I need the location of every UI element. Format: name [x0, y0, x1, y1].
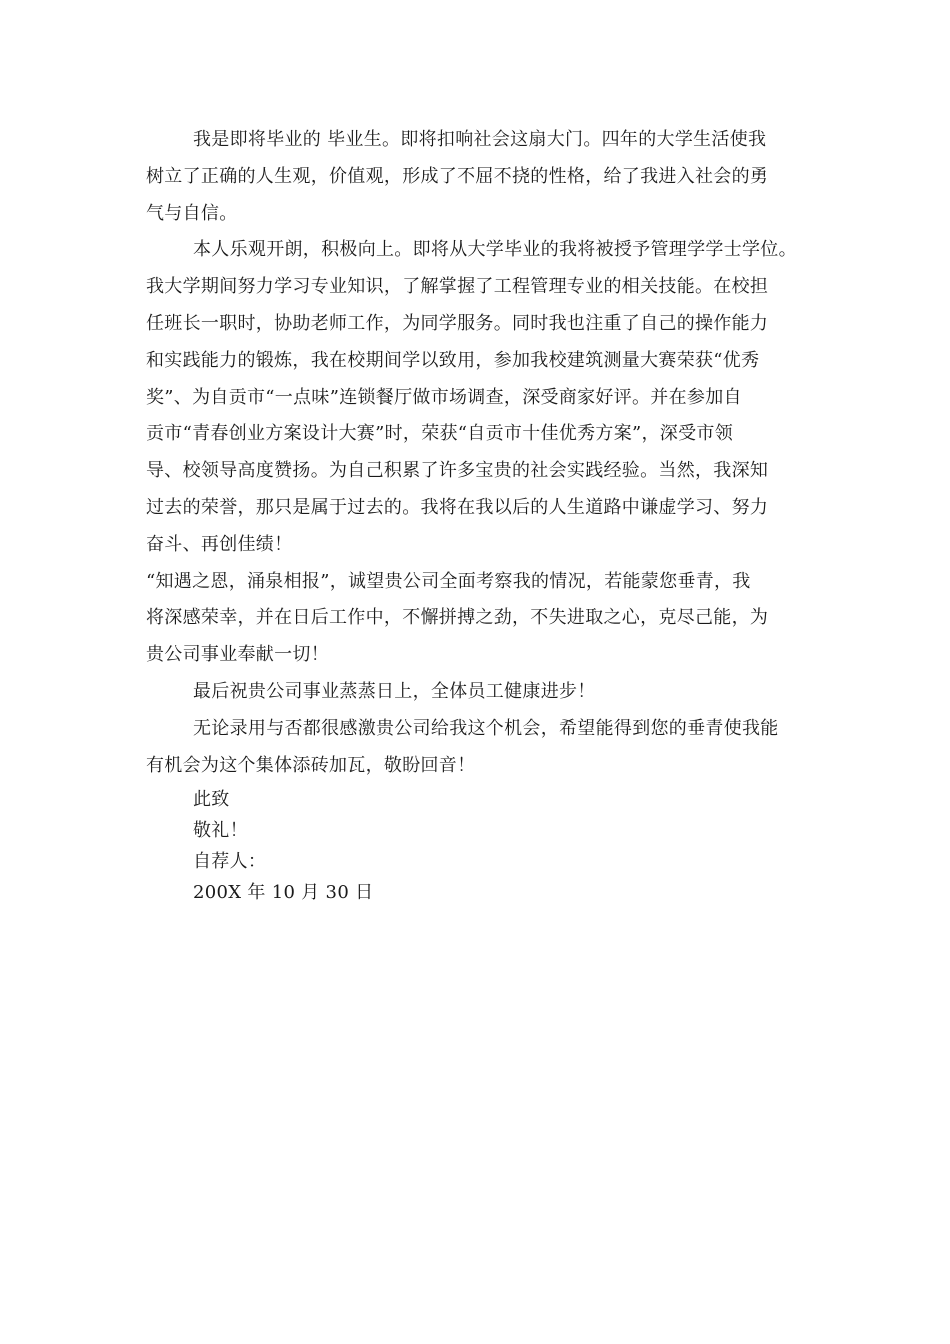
paragraph-experience-line-4: 和实践能力的锻炼，我在校期间学以致用，参加我校建筑测量大赛荣获“优秀: [146, 349, 760, 371]
paragraph-gratitude-line-1: “知遇之恩，涌泉相报”，诚望贵公司全面考察我的情况，若能蒙您垂青，我: [146, 570, 751, 592]
paragraph-gratitude-line-3: 贵公司事业奉献一切！: [146, 644, 329, 666]
paragraph-experience-line-7: 导、校领导高度赞扬。为自己积累了许多宝贵的社会实践经验。当然，我深知: [146, 460, 769, 482]
paragraph-intro-line-2: 树立了正确的人生观，价值观，形成了不屈不挠的性格，给了我进入社会的勇: [146, 165, 769, 187]
letter-date: 200X 年 10 月 30 日: [193, 882, 374, 904]
signature-label: 自荐人：: [193, 851, 267, 873]
paragraph-intro-line-3: 气与自信。: [146, 202, 238, 224]
paragraph-wishes-line: 最后祝贵公司事业蒸蒸日上，全体员工健康进步！: [193, 680, 596, 702]
paragraph-experience-line-2: 我大学期间努力学习专业知识，了解掌握了工程管理专业的相关技能。在校担: [146, 276, 769, 298]
paragraph-closing-line-2: 有机会为这个集体添砖加瓦，敬盼回音！: [146, 754, 476, 776]
paragraph-experience-line-8: 过去的荣誉，那只是属于过去的。我将在我以后的人生道路中谦虚学习、努力: [146, 496, 769, 518]
paragraph-experience-line-1: 本人乐观开朗，积极向上。即将从大学毕业的我将被授予管理学学士学位。: [193, 239, 797, 261]
paragraph-closing-line-1: 无论录用与否都很感激贵公司给我这个机会，希望能得到您的垂青使我能: [193, 717, 779, 739]
paragraph-experience-line-5: 奖”、为自贡市“一点味”连锁餐厅做市场调查，深受商家好评。并在参加自: [146, 386, 742, 408]
paragraph-intro-line-1: 我是即将毕业的 毕业生。即将扣响社会这扇大门。四年的大学生活使我: [193, 129, 767, 150]
salutation-cizhi: 此致: [193, 789, 230, 811]
paragraph-experience-line-9: 奋斗、再创佳绩！: [146, 533, 293, 555]
paragraph-gratitude-line-2: 将深感荣幸，并在日后工作中，不懈拼搏之劲，不失进取之心，克尽己能，为: [146, 607, 769, 629]
cover-letter-body: [146, 122, 826, 908]
salutation-jingli: 敬礼！: [193, 820, 248, 842]
paragraph-experience-line-3: 任班长一职时，协助老师工作，为同学服务。同时我也注重了自己的操作能力: [146, 312, 769, 334]
paragraph-experience-line-6: 贡市“青春创业方案设计大赛”时，荣获“自贡市十佳优秀方案”，深受市领: [146, 423, 734, 445]
